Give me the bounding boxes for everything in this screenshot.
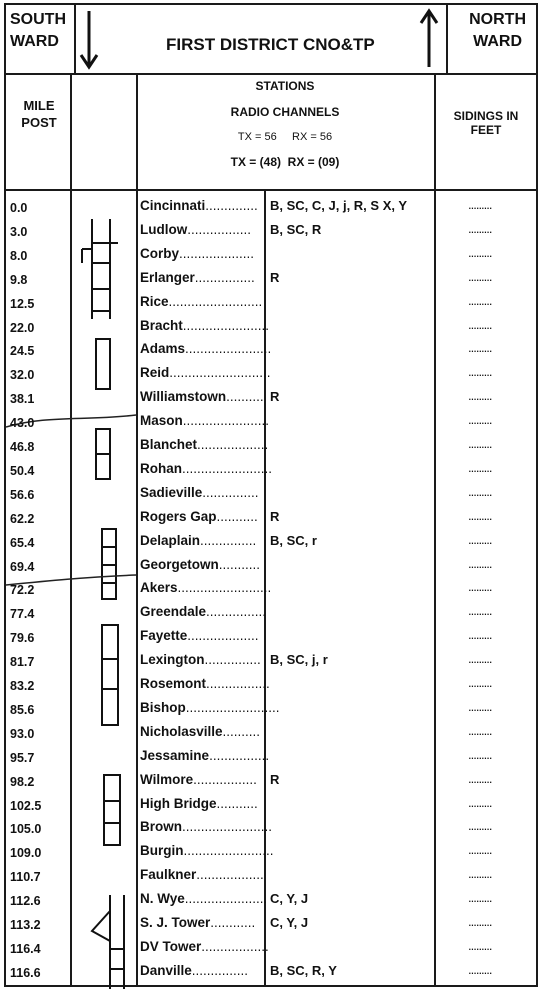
table-row — [6, 243, 536, 267]
station-name: Rosemont................. — [140, 676, 270, 691]
table-row — [6, 362, 536, 386]
table-row — [6, 338, 536, 362]
table-row — [6, 410, 536, 434]
south-ward-label: SOUTH WARD — [10, 11, 66, 50]
radio-channels-value: B, SC, C, J, j, R, S X, Y — [270, 198, 408, 213]
station-name: Bishop......................... — [140, 699, 280, 715]
sidings-value: ......... — [468, 244, 492, 260]
table-row — [6, 458, 536, 482]
leader-dots: ............ — [210, 915, 256, 930]
leader-dots: ............... — [191, 962, 249, 978]
leader-dots: ........... — [216, 508, 258, 524]
leader-dots: ............... — [204, 652, 261, 668]
station-name: Rice......................... — [140, 293, 263, 309]
sidings-value: ......... — [468, 603, 492, 619]
radio-channels-value: C, Y, J — [270, 891, 309, 907]
station-name: High Bridge........... — [140, 795, 258, 811]
radio-channels-value: B, SC, r — [270, 532, 317, 548]
table-row — [6, 673, 536, 697]
leader-dots: .................. — [201, 938, 269, 954]
station-name: S. J. Tower............ — [140, 915, 256, 930]
mile-post-value: 69.4 — [10, 559, 35, 574]
table-row — [6, 793, 536, 817]
table-row — [6, 697, 536, 721]
sidings-value: ......... — [468, 842, 492, 858]
sidings-value: ......... — [468, 555, 492, 571]
north-ward-label: NORTH WARD — [469, 11, 526, 50]
table-row — [6, 721, 536, 745]
stations-title: STATIONS — [255, 79, 315, 93]
mile-post-value: 98.2 — [10, 774, 35, 789]
tx-rx-line-2: TX = (48) RX = (09) — [230, 155, 340, 169]
table-row — [6, 195, 536, 219]
mile-post-value: 3.0 — [10, 224, 28, 239]
table-row — [6, 219, 536, 243]
sidings-value: ......... — [468, 197, 492, 212]
station-name: Greendale................ — [140, 604, 267, 620]
page-title: FIRST DISTRICT CNO&TP — [166, 35, 375, 54]
leader-dots: ........... — [216, 795, 258, 811]
mile-post-value: 105.0 — [10, 822, 42, 837]
leader-dots: .................. — [196, 867, 264, 883]
mile-post-value: 110.7 — [10, 870, 41, 885]
sidings-value: ......... — [468, 746, 492, 762]
arrow-down-icon — [78, 9, 104, 71]
sidings-value: ......... — [468, 483, 492, 499]
station-name: Williamstown.......... — [140, 389, 264, 405]
station-name: Danville............... — [140, 962, 249, 978]
leader-dots: ......................... — [177, 580, 272, 596]
table-row — [6, 745, 536, 769]
station-name: Wilmore................. — [140, 771, 257, 787]
mile-post-value: 24.5 — [10, 344, 35, 359]
sidings-value: ......... — [468, 292, 492, 308]
station-name: Lexington............... — [140, 652, 261, 668]
table-row — [6, 649, 536, 673]
table-row — [6, 530, 536, 554]
station-name: Faulkner.................. — [140, 867, 264, 883]
radio-channels-title: RADIO CHANNELS — [230, 105, 340, 119]
mile-post-value: 77.4 — [10, 607, 35, 622]
table-row — [6, 291, 536, 315]
station-name: Ludlow................. — [140, 221, 252, 237]
station-name: Nicholasville.......... — [140, 723, 261, 739]
mile-post-value: 95.7 — [10, 750, 35, 765]
mile-post-value: 83.2 — [10, 679, 35, 693]
mile-post-value: 93.0 — [10, 726, 35, 741]
table-row — [6, 912, 536, 936]
sidings-value: ......... — [468, 698, 492, 714]
table-row — [6, 554, 536, 578]
leader-dots: ........... — [218, 556, 261, 572]
sidings-value: ......... — [468, 364, 492, 380]
station-name: Jessamine................ — [140, 747, 270, 763]
station-name: Erlanger................ — [140, 269, 255, 285]
table-row — [6, 506, 536, 530]
sidings-value: ......... — [468, 388, 492, 404]
table-row — [6, 625, 536, 649]
leader-dots: .......... — [222, 723, 261, 739]
leader-dots: ................ — [206, 604, 267, 620]
station-name: Reid........................... — [140, 365, 271, 381]
station-name: Georgetown........... — [140, 556, 261, 572]
mile-post-value: 62.2 — [10, 511, 35, 526]
sidings-value: ......... — [468, 340, 492, 356]
station-name: Brown........................ — [140, 819, 273, 835]
mile-post-value: 116.6 — [10, 965, 41, 980]
leader-dots: ........................ — [182, 460, 273, 476]
radio-channels-value: R — [270, 771, 280, 787]
sidings-value: ......... — [468, 507, 492, 523]
radio-channels-value: B, SC, R, Y — [270, 962, 337, 978]
station-name: Fayette................... — [140, 628, 259, 644]
header-divider — [446, 5, 448, 73]
header-divider — [74, 5, 76, 73]
leader-dots: ......................... — [168, 293, 263, 309]
mile-post-value: 116.4 — [10, 941, 41, 956]
table-row — [6, 386, 536, 410]
leader-dots: ......................... — [185, 699, 280, 715]
station-name: N. Wye...................... — [140, 891, 268, 907]
leader-dots: ........................ — [183, 843, 274, 859]
sidings-value: ......... — [468, 818, 492, 834]
mile-post-value: 8.0 — [10, 248, 28, 263]
leader-dots: .......... — [226, 389, 264, 405]
sidings-header: SIDINGS IN FEET — [453, 109, 519, 137]
sidings-value: ......... — [468, 722, 492, 738]
leader-dots: ............... — [202, 484, 259, 500]
mile-post-value: 0.0 — [10, 201, 28, 215]
sidings-value: ......... — [468, 961, 492, 977]
mile-post-value: 79.6 — [10, 631, 35, 646]
sidings-value: ......... — [468, 914, 492, 929]
table-row — [6, 936, 536, 960]
leader-dots: ................ — [194, 269, 255, 285]
leader-dots: ................... — [197, 437, 269, 452]
mile-post-header: MILE POST — [21, 98, 57, 130]
sidings-value: ......... — [468, 316, 492, 332]
leader-dots: ................ — [209, 747, 270, 763]
table-row — [6, 864, 536, 888]
table-row — [6, 960, 536, 984]
sidings-value: ......... — [468, 627, 492, 643]
sidings-value: ......... — [468, 531, 492, 547]
mile-post-value: 102.5 — [10, 798, 42, 813]
mile-post-value: 38.1 — [10, 392, 35, 407]
table-row — [6, 267, 536, 291]
station-name: Corby.................... — [140, 245, 255, 261]
leader-dots: .............. — [205, 198, 258, 213]
station-name: Sadieville............... — [140, 484, 259, 500]
mile-post-value: 112.6 — [10, 894, 41, 909]
leader-dots: .................... — [179, 245, 255, 261]
stations-header — [136, 79, 434, 181]
station-name: Rogers Gap........... — [140, 508, 258, 524]
mile-post-value: 22.0 — [10, 320, 35, 335]
mile-post-value: 113.2 — [10, 918, 41, 932]
table-row — [6, 769, 536, 793]
page-header — [6, 5, 536, 75]
leader-dots: ................. — [206, 676, 270, 691]
table-row — [6, 840, 536, 864]
sidings-value: ......... — [468, 937, 492, 953]
leader-dots: ....................... — [182, 317, 270, 333]
station-name: Delaplain............... — [140, 532, 257, 548]
mile-post-value: 109.0 — [10, 846, 42, 861]
radio-channels-value: R — [270, 389, 280, 405]
table-row — [6, 482, 536, 506]
radio-channels-value: B, SC, R — [270, 221, 322, 237]
mile-post-value: 85.6 — [10, 702, 35, 717]
timetable-page — [4, 3, 538, 987]
sidings-value: ......... — [468, 890, 492, 906]
leader-dots: ...................... — [184, 891, 268, 907]
station-name: Rohan........................ — [140, 460, 273, 476]
radio-channels-value: R — [270, 269, 280, 285]
table-row — [6, 577, 536, 601]
mile-post-value: 65.4 — [10, 535, 35, 550]
mile-post-value: 81.7 — [10, 655, 35, 670]
sidings-value: ......... — [468, 770, 492, 786]
sidings-value: ......... — [468, 794, 492, 810]
mile-post-value: 9.8 — [10, 272, 28, 287]
leader-dots: ........................ — [182, 819, 273, 835]
sidings-value: ......... — [468, 675, 492, 690]
station-name: Bracht....................... — [140, 317, 270, 333]
table-row — [6, 434, 536, 458]
table-row — [6, 888, 536, 912]
station-name: Akers......................... — [140, 580, 272, 596]
sidings-value: ......... — [468, 651, 492, 667]
station-name: Blanchet................... — [140, 437, 269, 452]
table-row — [6, 315, 536, 339]
arrow-up-icon — [418, 7, 442, 69]
mile-post-value: 32.0 — [10, 368, 35, 383]
sidings-value: ......... — [468, 866, 492, 882]
leader-dots: ........................... — [169, 365, 271, 381]
station-name: Adams....................... — [140, 341, 272, 357]
mile-post-value: 12.5 — [10, 296, 35, 311]
sidings-value: ......... — [468, 579, 492, 595]
sidings-value: ......... — [468, 436, 492, 451]
station-name: Cincinnati.............. — [140, 198, 258, 213]
mile-post-value: 50.4 — [10, 463, 35, 478]
leader-dots: ............... — [200, 532, 257, 548]
mile-post-value: 43.0 — [10, 416, 35, 431]
table-row — [6, 601, 536, 625]
tx-rx-line-1: TX = 56 RX = 56 — [237, 131, 333, 143]
mile-post-value: 56.6 — [10, 487, 35, 502]
leader-dots: ................. — [187, 221, 252, 237]
station-name: Mason....................... — [140, 413, 270, 429]
leader-dots: ................. — [193, 771, 257, 787]
station-name: Burgin........................ — [140, 843, 274, 859]
leader-dots: ....................... — [182, 413, 270, 429]
radio-channels-value: C, Y, J — [270, 915, 309, 930]
sidings-value: ......... — [468, 268, 492, 284]
mile-post-value: 46.8 — [10, 440, 35, 454]
radio-channels-value: B, SC, j, r — [270, 652, 328, 668]
leader-dots: ................... — [187, 628, 259, 644]
leader-dots: ....................... — [185, 341, 272, 357]
sidings-value: ......... — [468, 412, 492, 428]
mile-post-value: 72.2 — [10, 583, 35, 598]
sidings-value: ......... — [468, 459, 492, 475]
station-name: DV Tower.................. — [140, 938, 269, 954]
table-row — [6, 816, 536, 840]
radio-channels-value: R — [270, 508, 280, 524]
sidings-value: ......... — [468, 220, 492, 236]
